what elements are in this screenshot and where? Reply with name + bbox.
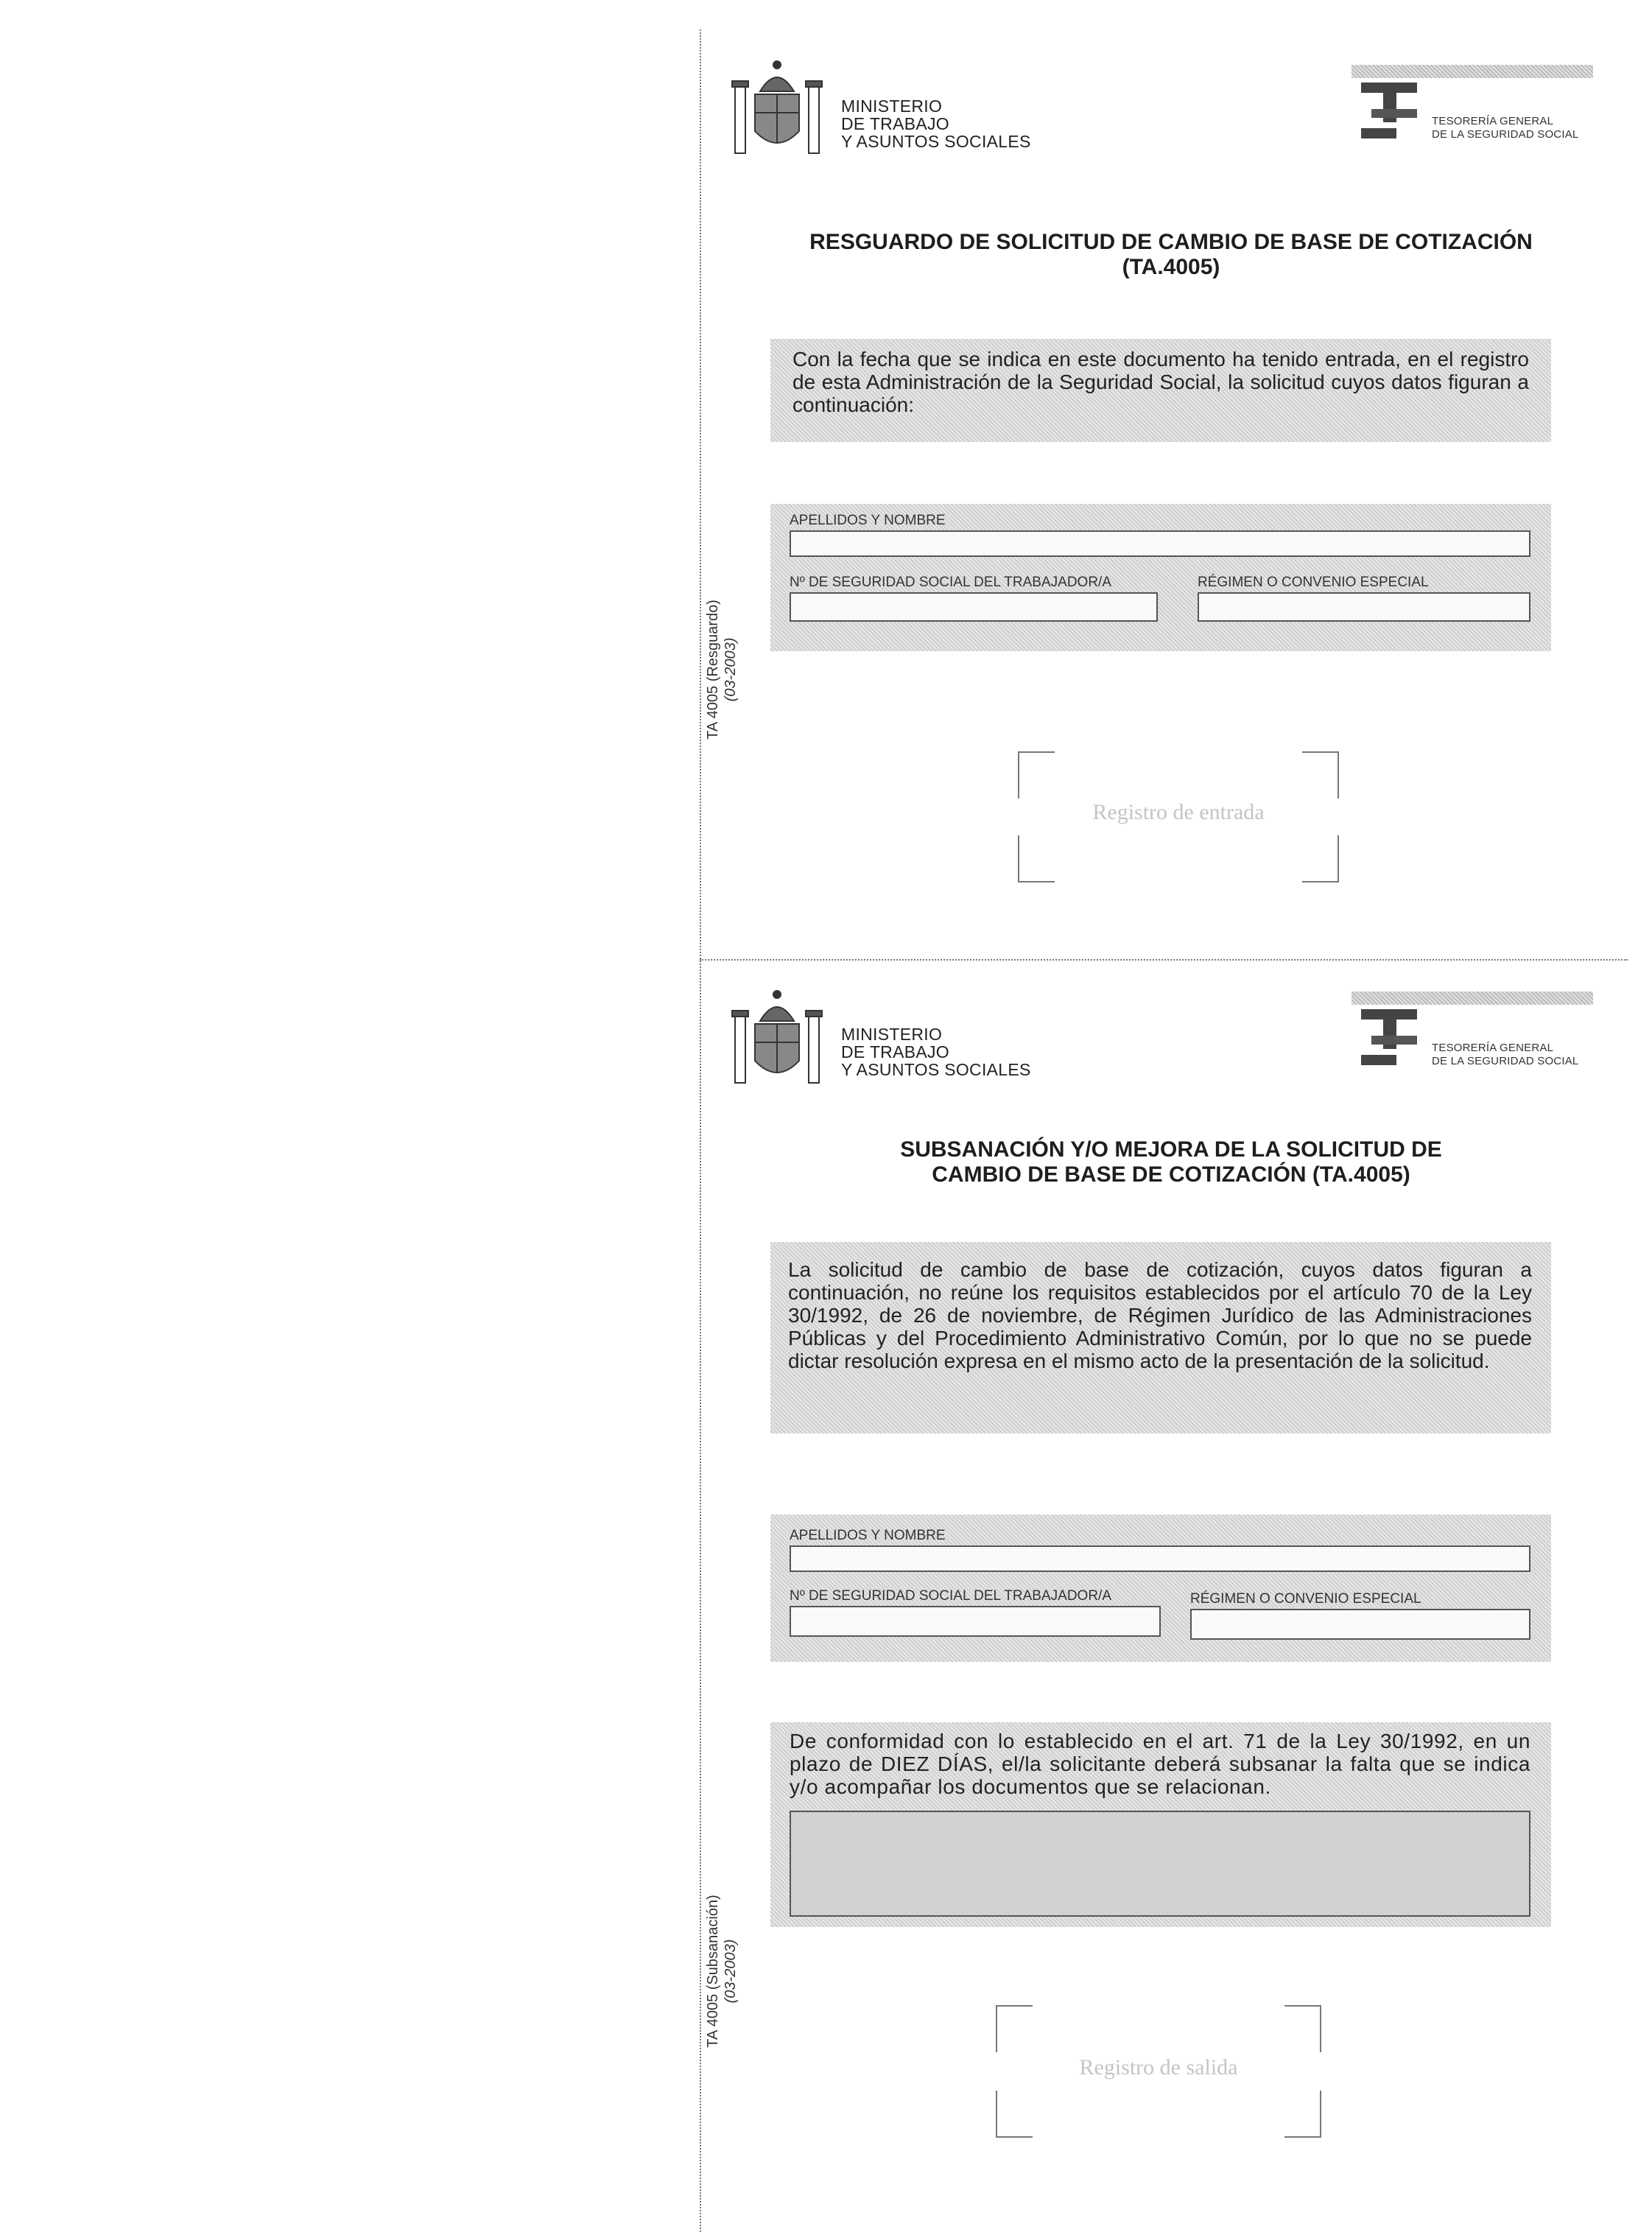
receipt-title-line-1: RESGUARDO DE SOLICITUD DE CAMBIO DE BASE DE COTIZACIÓN xyxy=(809,230,1533,254)
exit-registry-stamp xyxy=(996,2005,1321,2138)
correction-applicant-panel xyxy=(770,1515,1551,1662)
form-code-date: (03-2003) xyxy=(723,637,739,702)
receipt-title xyxy=(759,230,1584,280)
correction-title-line-2: CAMBIO DE BASE DE COTIZACIÓN (TA.4005) xyxy=(932,1162,1410,1187)
ministry-name xyxy=(841,97,1031,150)
form-code-correction xyxy=(704,1890,739,2052)
regime-field[interactable] xyxy=(1190,1609,1530,1640)
ss-number-field-label: Nº DE SEGURIDAD SOCIAL DEL TRABAJADOR/A xyxy=(790,575,1111,590)
vertical-cut-line xyxy=(700,29,701,2232)
tgss-line-1: TESORERÍA GENERAL xyxy=(1432,115,1554,127)
name-field-label: APELLIDOS Y NOMBRE xyxy=(790,513,946,528)
ss-number-field-label: Nº DE SEGURIDAD SOCIAL DEL TRABAJADOR/A xyxy=(790,1588,1111,1604)
name-input[interactable] xyxy=(791,532,1529,555)
observations-input[interactable] xyxy=(791,1812,1529,1915)
ministry-line-2: DE TRABAJO xyxy=(841,1042,949,1061)
ministry-line-2: DE TRABAJO xyxy=(841,114,949,133)
name-field[interactable] xyxy=(790,1545,1530,1572)
regime-field-label: RÉGIMEN O CONVENIO ESPECIAL xyxy=(1198,575,1429,590)
regime-field[interactable] xyxy=(1198,592,1530,622)
ss-number-field[interactable] xyxy=(790,592,1158,622)
stamp-corner-bottom-left xyxy=(996,2091,1033,2138)
ss-number-input[interactable] xyxy=(791,594,1156,620)
tgss-line-2: DE LA SEGURIDAD SOCIAL xyxy=(1432,128,1579,141)
tgss-line-2: DE LA SEGURIDAD SOCIAL xyxy=(1432,1055,1579,1067)
stamp-corner-bottom-right xyxy=(1302,835,1339,882)
tgss-logo-icon xyxy=(1361,1009,1417,1071)
receipt-applicant-panel xyxy=(770,504,1551,651)
ministry-name xyxy=(841,1025,1031,1078)
tgss-logo-icon xyxy=(1361,83,1417,144)
coat-of-arms-emblem xyxy=(729,987,825,1090)
ministry-line-3: Y ASUNTOS SOCIALES xyxy=(841,1060,1031,1079)
tgss-header-bar xyxy=(1352,65,1593,78)
form-code-receipt xyxy=(704,589,739,751)
stamp-corner-top-left xyxy=(1018,751,1055,799)
correction-title-line-1: SUBSANACIÓN Y/O MEJORA DE LA SOLICITUD DE xyxy=(900,1137,1442,1162)
entry-registry-stamp xyxy=(1018,751,1339,882)
coat-of-arms-emblem xyxy=(729,57,825,161)
correction-notice-text: De conformidad con lo establecido en el art. 71 de la Ley 30/1992, en un plazo de DIEZ DÍAS, el/la solicitante deberá subsanar la falta que se indica y/o acompañar los documentos que se relacionan. xyxy=(790,1730,1530,1798)
horizontal-cut-line xyxy=(700,959,1628,961)
name-input[interactable] xyxy=(791,1547,1529,1571)
ss-number-field[interactable] xyxy=(790,1606,1161,1637)
ministry-line-3: Y ASUNTOS SOCIALES xyxy=(841,132,1031,151)
tgss-name xyxy=(1432,115,1578,141)
stamp-corner-top-left xyxy=(996,2005,1033,2052)
name-field[interactable] xyxy=(790,530,1530,557)
correction-intro-panel xyxy=(770,1242,1551,1433)
regime-input[interactable] xyxy=(1199,594,1529,620)
correction-title xyxy=(759,1137,1584,1187)
exit-registry-label: Registro de salida xyxy=(1079,2055,1238,2080)
tgss-line-1: TESORERÍA GENERAL xyxy=(1432,1042,1554,1054)
stamp-corner-top-right xyxy=(1284,2005,1321,2052)
receipt-intro-panel xyxy=(770,339,1551,442)
observations-box[interactable] xyxy=(790,1811,1530,1917)
regime-field-label: RÉGIMEN O CONVENIO ESPECIAL xyxy=(1190,1591,1421,1607)
stamp-corner-top-right xyxy=(1302,751,1339,799)
receipt-intro-text: Con la fecha que se indica en este documento ha tenido entrada, en el registro de esta Administración de la Seguridad Social, la solicitud cuyos datos figuran a continuación: xyxy=(792,348,1529,416)
stamp-corner-bottom-left xyxy=(1018,835,1055,882)
form-code-label: TA 4005 (Subsanación) xyxy=(705,1895,721,2048)
form-code-date: (03-2003) xyxy=(723,1939,739,2004)
form-code-label: TA 4005 (Resguardo) xyxy=(705,600,721,740)
ss-number-input[interactable] xyxy=(791,1607,1159,1635)
regime-input[interactable] xyxy=(1192,1610,1529,1638)
correction-intro-text: La solicitud de cambio de base de cotización, cuyos datos figuran a continuación, no reúne los requisitos establecidos por el artículo 70 de la Ley 30/1992, de 26 de noviembre, de Régimen Jurídico de las Administraciones Públicas y del Procedimiento Administrativo Común, por lo que no se puede dictar resolución expresa en el mismo acto de la presentación de la solicitud. xyxy=(788,1258,1532,1372)
stamp-corner-bottom-right xyxy=(1284,2091,1321,2138)
receipt-title-line-2: (TA.4005) xyxy=(1122,255,1220,279)
ministry-line-1: MINISTERIO xyxy=(841,96,943,116)
ministry-line-1: MINISTERIO xyxy=(841,1025,943,1044)
tgss-name xyxy=(1432,1042,1578,1068)
correction-notice-panel xyxy=(770,1722,1551,1927)
tgss-header-bar xyxy=(1352,992,1593,1005)
name-field-label: APELLIDOS Y NOMBRE xyxy=(790,1528,946,1543)
entry-registry-label: Registro de entrada xyxy=(1092,800,1265,824)
